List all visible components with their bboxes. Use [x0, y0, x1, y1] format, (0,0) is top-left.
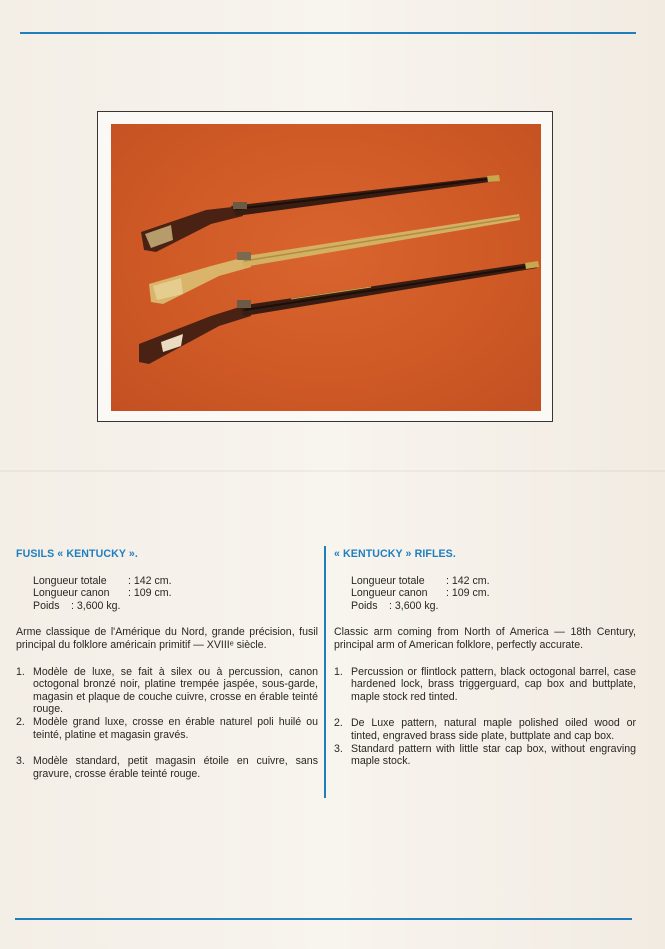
rifle-1	[141, 175, 500, 252]
spec-value: : 142 cm.	[128, 574, 172, 587]
photo-frame	[97, 111, 553, 422]
item-text: De Luxe pattern, natural maple polished oiled wood or tinted, engraved brass side plate, buttplate and cap box.	[351, 717, 636, 742]
french-column	[16, 548, 318, 780]
rifles-illustration	[111, 124, 541, 411]
top-rule	[20, 32, 636, 34]
column-divider	[324, 546, 326, 798]
french-items	[16, 666, 318, 781]
spec-value: : 142 cm.	[446, 574, 490, 587]
spec-label: Longueur canon	[351, 587, 428, 600]
list-item	[334, 666, 636, 704]
english-heading: « KENTUCKY » RIFLES.	[334, 548, 456, 560]
french-specs	[16, 575, 318, 613]
list-item	[334, 717, 636, 742]
item-text: Modèle grand luxe, crosse en érable naturel poli huilé ou teinté, platine et magasin gravés.	[33, 715, 318, 741]
list-item	[16, 716, 318, 741]
rifle-2	[149, 214, 520, 304]
spec-label: Poids	[351, 599, 378, 612]
spec-label: Poids	[33, 599, 60, 612]
english-specs	[334, 575, 636, 613]
spec-label: Longueur canon	[33, 587, 110, 600]
english-intro: Classic arm coming from North of America — 18th Century, principal arm of American folklore, perfectly accurate.	[334, 626, 636, 651]
spec-label: Longueur totale	[33, 574, 107, 587]
spec-label: Longueur totale	[351, 574, 425, 587]
item-number: 2.	[16, 715, 25, 728]
spec-value: : 109 cm.	[446, 587, 490, 600]
rifles-photo	[111, 124, 541, 411]
english-column	[334, 548, 636, 768]
spec-row	[351, 587, 636, 600]
spec-row	[351, 600, 636, 613]
item-text: Standard pattern with little star cap box, without engraving maple stock.	[351, 742, 636, 768]
english-items	[334, 666, 636, 768]
french-intro: Arme classique de l'Amérique du Nord, grande précision, fusil principal du folklore américain primitif — XVIIIᵉ siècle.	[16, 626, 318, 651]
spec-value: : 3,600 kg.	[71, 599, 121, 612]
page-fold	[0, 470, 665, 472]
bottom-rule	[15, 918, 632, 920]
list-item	[16, 666, 318, 716]
spec-row	[33, 587, 318, 600]
spec-row	[33, 600, 318, 613]
french-heading: FUSILS « KENTUCKY ».	[16, 548, 138, 560]
item-number: 1.	[334, 665, 343, 678]
item-text: Modèle de luxe, se fait à silex ou à percussion, canon octogonal bronzé noir, platine trempée jaspée, sous-garde, magasin et plaque de couche cuivre, crosse en érable teinté rouge.	[33, 665, 318, 716]
list-item	[334, 743, 636, 768]
list-item	[16, 755, 318, 780]
item-number: 3.	[16, 755, 25, 768]
item-number: 1.	[16, 665, 25, 678]
spec-value: : 109 cm.	[128, 587, 172, 600]
item-text: Modèle standard, petit magasin étoile en cuivre, sans gravure, crosse érable teinté rouge.	[33, 755, 318, 780]
spec-row	[33, 575, 318, 588]
spec-value: : 3,600 kg.	[389, 599, 439, 612]
item-number: 2.	[334, 717, 343, 730]
item-text: Percussion or flintlock pattern, black octogonal barrel, case hardened lock, brass triggerguard, cap box and buttplate, maple stock red tinted.	[351, 665, 636, 703]
item-number: 3.	[334, 742, 343, 755]
spec-row	[351, 575, 636, 588]
